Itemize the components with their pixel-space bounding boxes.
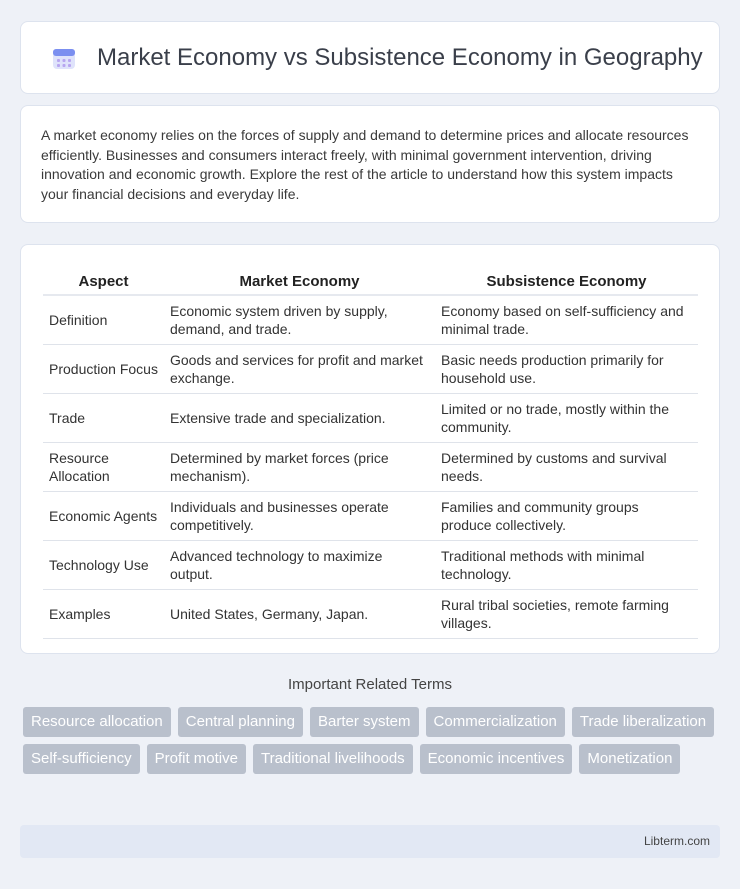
related-term-tag[interactable]: Profit motive: [147, 744, 246, 774]
subsistence-cell: Limited or no trade, mostly within the community.: [435, 394, 698, 443]
subsistence-cell: Families and community groups produce collectively.: [435, 492, 698, 541]
aspect-cell: Trade: [43, 394, 164, 443]
aspect-cell: Examples: [43, 590, 164, 639]
related-terms-list: [23, 707, 723, 774]
aspect-cell: Economic Agents: [43, 492, 164, 541]
market-cell: Economic system driven by supply, demand, and trade.: [164, 296, 435, 345]
footer-site-link[interactable]: Libterm.com: [643, 834, 710, 848]
comparison-table-card: [20, 244, 720, 654]
market-cell: United States, Germany, Japan.: [164, 590, 435, 639]
comparison-table: [43, 265, 698, 639]
subsistence-cell: Rural tribal societies, remote farming villages.: [435, 590, 698, 639]
related-term-tag[interactable]: Commercialization: [426, 707, 565, 737]
related-term-tag[interactable]: Central planning: [178, 707, 303, 737]
table-row: [43, 345, 698, 394]
market-cell: Advanced technology to maximize output.: [164, 541, 435, 590]
aspect-cell: Technology Use: [43, 541, 164, 590]
subsistence-cell: Basic needs production primarily for household use.: [435, 345, 698, 394]
subsistence-cell: Traditional methods with minimal technology.: [435, 541, 698, 590]
header-subsistence-economy: Subsistence Economy: [435, 265, 698, 296]
table-row: [43, 296, 698, 345]
subsistence-cell: Economy based on self-sufficiency and minimal trade.: [435, 296, 698, 345]
related-term-tag[interactable]: Trade liberalization: [572, 707, 714, 737]
market-cell: Individuals and businesses operate competitively.: [164, 492, 435, 541]
intro-paragraph: A market economy relies on the forces of supply and demand to determine prices and allocate resources efficiently. Businesses and consumers interact freely, with minimal government intervention, driving innovation and economic growth. Explore the rest of the article to understand how this system impacts your financial decisions and everyday life.: [41, 127, 689, 202]
header-aspect: Aspect: [43, 265, 164, 296]
market-cell: Extensive trade and specialization.: [164, 394, 435, 443]
table-row: [43, 590, 698, 639]
aspect-cell: Definition: [43, 296, 164, 345]
header-market-economy: Market Economy: [164, 265, 435, 296]
related-term-tag[interactable]: Self-sufficiency: [23, 744, 140, 774]
calendar-icon: [51, 45, 77, 71]
market-cell: Goods and services for profit and market exchange.: [164, 345, 435, 394]
market-cell: Determined by market forces (price mechanism).: [164, 443, 435, 492]
table-row: [43, 541, 698, 590]
table-row: [43, 394, 698, 443]
related-term-tag[interactable]: Economic incentives: [420, 744, 573, 774]
related-term-tag[interactable]: Monetization: [579, 744, 680, 774]
header-card: [20, 21, 720, 94]
page-title: Market Economy vs Subsistence Economy in Geography: [97, 43, 703, 71]
related-term-tag[interactable]: Barter system: [310, 707, 419, 737]
aspect-cell: Resource Allocation: [43, 443, 164, 492]
aspect-cell: Production Focus: [43, 345, 164, 394]
related-term-tag[interactable]: Resource allocation: [23, 707, 171, 737]
table-header-row: [43, 265, 698, 296]
related-term-tag[interactable]: Traditional livelihoods: [253, 744, 413, 774]
intro-card: [20, 105, 720, 223]
footer: [20, 825, 720, 858]
table-row: [43, 443, 698, 492]
subsistence-cell: Determined by customs and survival needs.: [435, 443, 698, 492]
related-terms-title: Important Related Terms: [288, 676, 452, 693]
table-row: [43, 492, 698, 541]
